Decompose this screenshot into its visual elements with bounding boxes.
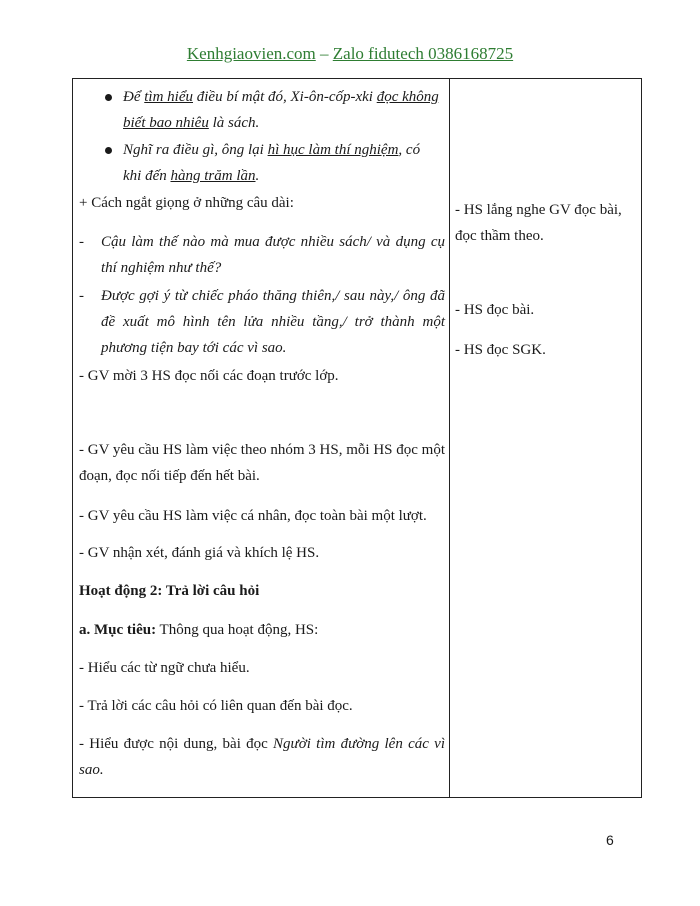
bullet-text: Để tìm hiểu điều bí mật đó, Xi-ôn-cốp-xki đọc không biết bao nhiêu là sách. bbox=[123, 89, 439, 131]
gv-invite-text: - GV mời 3 HS đọc nối các đoạn trước lớp. bbox=[79, 368, 339, 384]
dash-marker: - bbox=[79, 288, 84, 304]
lesson-table bbox=[72, 78, 642, 798]
objective-line bbox=[79, 617, 445, 643]
column-divider bbox=[449, 79, 450, 797]
hs-listen-text: - HS lắng nghe GV đọc bài, đọc thầm theo. bbox=[455, 202, 622, 244]
objective-text: Thông qua hoạt động, HS: bbox=[156, 622, 319, 638]
page-header bbox=[0, 44, 700, 64]
bullet-text: Nghĩ ra điều gì, ông lại hì hục làm thí nghiệm, có khi đến hàng trăm lần. bbox=[123, 142, 421, 184]
gv-group-text: - GV yêu cầu HS làm việc theo nhóm 3 HS, mỗi HS đọc một đoạn, đọc nối tiếp đến hết bài. bbox=[79, 442, 445, 484]
site-link[interactable]: Kenhgiaovien.com bbox=[186, 44, 316, 63]
example-text: Được gợi ý từ chiếc pháo thăng thiên,/ sau này,/ ông đã đề xuất mô hình tên lửa nhiều tầng,/ trở thành một phương tiện bay tới các vì sao. bbox=[101, 288, 445, 356]
dash-marker: - bbox=[79, 234, 84, 250]
hs-sgk-text: - HS đọc SGK. bbox=[455, 342, 546, 358]
gv-individual-text: - GV yêu cầu HS làm việc cá nhân, đọc toàn bài một lượt. bbox=[79, 508, 427, 524]
header-separator: – bbox=[315, 44, 333, 63]
bullet-icon bbox=[105, 147, 112, 154]
objective-label: a. Mục tiêu: bbox=[79, 622, 157, 638]
hs-read-text: - HS đọc bài. bbox=[455, 302, 535, 318]
objective-item: - Trả lời các câu hỏi có liên quan đến bài đọc. bbox=[79, 698, 353, 714]
gv-feedback-text: - GV nhận xét, đánh giá và khích lệ HS. bbox=[79, 545, 320, 561]
activity-2-heading: Hoạt động 2: Trả lời câu hỏi bbox=[79, 583, 260, 599]
bullet-icon bbox=[105, 94, 112, 101]
page-number: 6 bbox=[606, 832, 614, 848]
example-text: Cậu làm thế nào mà mua được nhiều sách/ và dụng cụ thí nghiệm như thế? bbox=[101, 234, 445, 276]
contact-link[interactable]: Zalo fidutech 0386168725 bbox=[332, 44, 514, 63]
long-sentences-heading: + Cách ngắt giọng ở những câu dài: bbox=[79, 195, 294, 211]
objective-item: - Hiểu được nội dung, bài đọc Người tìm đường lên các vì sao. bbox=[79, 736, 445, 778]
objective-item: - Hiểu các từ ngữ chưa hiểu. bbox=[79, 660, 250, 676]
